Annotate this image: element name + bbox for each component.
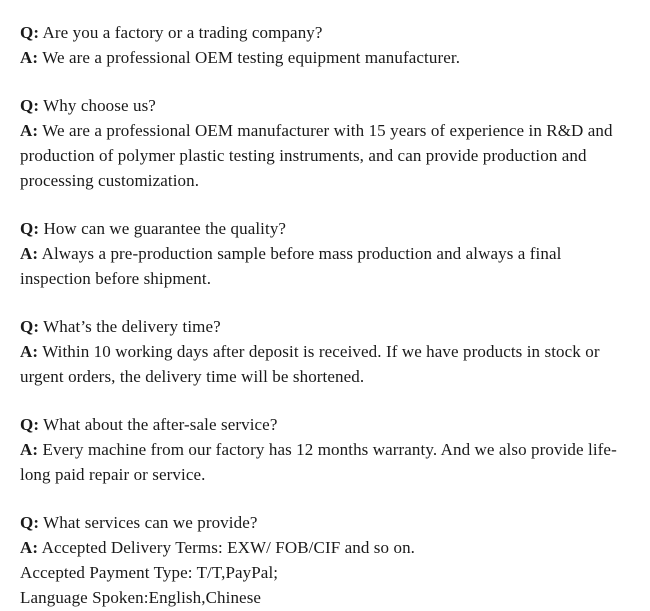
question-line [20,20,632,45]
answer-line [20,339,632,389]
answer-extra-line: Accepted Payment Type: T/T,PayPal; [20,563,279,582]
answer-line [20,118,632,193]
question-text: How can we guarantee the quality? [43,219,287,238]
answer-line [20,241,632,291]
question-text: What services can we provide? [43,513,258,532]
q-label: Q: [20,513,40,532]
a-label: A: [20,244,39,263]
answer-text: We are a professional OEM testing equipment manufacturer. [42,48,461,67]
question-text: What’s the delivery time? [43,317,221,336]
question-text: What about the after-sale service? [43,415,278,434]
faq-item [20,510,632,610]
question-line [20,510,632,535]
answer-line [20,437,632,487]
faq-item [20,20,632,70]
question-text: Are you a factory or a trading company? [42,23,323,42]
a-label: A: [20,342,39,361]
question-text: Why choose us? [43,96,156,115]
answer-text: Always a pre-production sample before mass production and always a final inspection before shipment. [20,244,562,288]
a-label: A: [20,538,39,557]
question-line [20,216,632,241]
faq-item [20,314,632,389]
a-label: A: [20,48,39,67]
answer-text: Every machine from our factory has 12 months warranty. And we also provide life-long paid repair or service. [20,440,617,484]
question-line [20,93,632,118]
question-line [20,412,632,437]
q-label: Q: [20,219,40,238]
q-label: Q: [20,317,40,336]
question-line [20,314,632,339]
answer-line [20,45,632,70]
q-label: Q: [20,415,40,434]
a-label: A: [20,121,39,140]
answer-text: Accepted Delivery Terms: EXW/ FOB/CIF and so on. [41,538,416,557]
faq-item [20,216,632,291]
answer-text: Within 10 working days after deposit is received. If we have products in stock or urgent orders, the delivery time will be shortened. [20,342,600,386]
answer-text: We are a professional OEM manufacturer with 15 years of experience in R&D and production of polymer plastic testing instruments, and can provide production and processing customization. [20,121,613,190]
q-label: Q: [20,23,40,42]
faq-item [20,93,632,193]
answer-line [20,535,632,560]
answer-extra-line: Language Spoken:English,Chinese [20,588,262,607]
q-label: Q: [20,96,40,115]
faq-item [20,412,632,487]
a-label: A: [20,440,39,459]
